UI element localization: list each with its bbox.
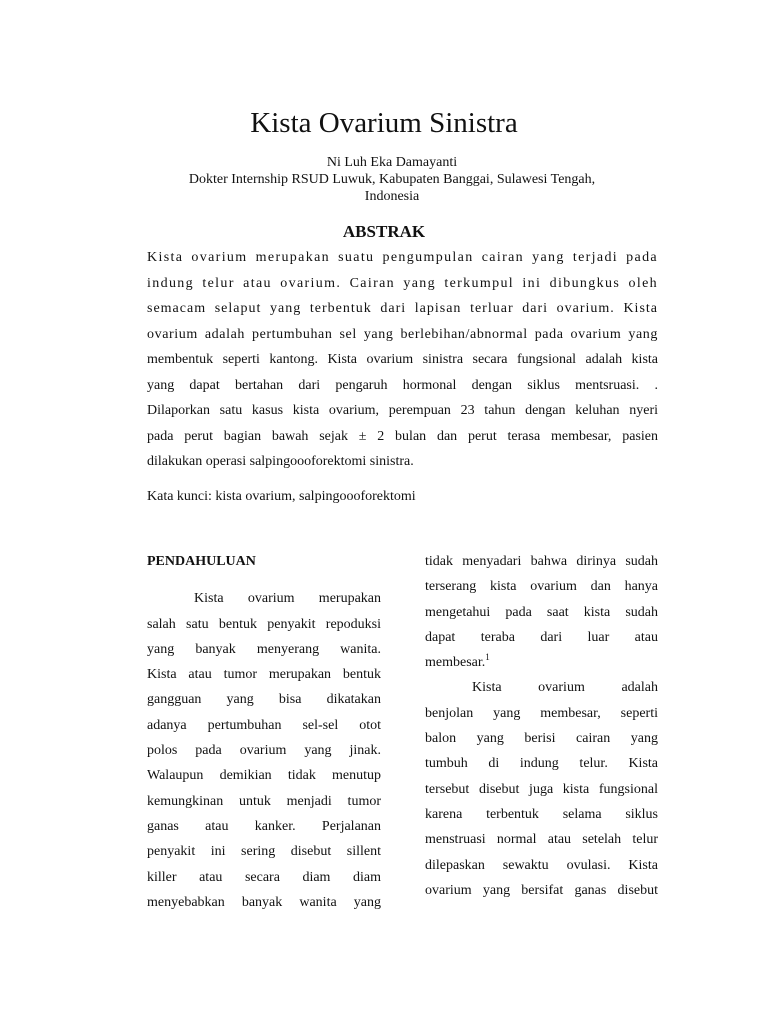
body-line: Kista ovarium adalah	[472, 680, 658, 696]
body-line: karena terbentuk selama siklus	[425, 806, 658, 822]
author-block	[160, 154, 624, 205]
abstract-line: membentuk seperti kantong. Kista ovarium sinistra secara fungsional adalah kista	[147, 352, 658, 367]
body-line: tidak menyadari bahwa dirinya sudah	[425, 554, 658, 569]
body-line: balon yang berisi cairan yang	[425, 731, 658, 747]
body-line: gangguan yang bisa dikatakan	[147, 692, 381, 708]
abstract-line: Kista ovarium merupakan suatu pengumpulan cairan yang terjadi pada	[147, 250, 658, 265]
author-name: Ni Luh Eka Damayanti	[326, 155, 458, 170]
body-line: ovarium yang bersifat ganas disebut	[425, 882, 658, 898]
body-line: polos pada ovarium yang jinak.	[147, 743, 381, 759]
keywords: Kata kunci: kista ovarium, salpingoooforektomi	[147, 489, 416, 504]
body-line-text: membesar.	[425, 655, 486, 671]
body-line: tumbuh di indung telur. Kista	[425, 756, 658, 772]
section-heading-introduction: PENDAHULUAN	[147, 554, 256, 569]
body-line: Walaupun demikian tidak menutup	[147, 768, 381, 784]
body-line: tersebut disebut juga kista fungsional	[425, 781, 658, 797]
author-affiliation-country: Indonesia	[364, 189, 420, 204]
body-line: salah satu bentuk penyakit repoduksi	[147, 616, 381, 632]
body-line: ganas atau kanker. Perjalanan	[147, 818, 381, 834]
body-line: menstruasi normal atau setelah telur	[425, 832, 658, 848]
abstract-line: yang dapat bertahan dari pengaruh hormonal dengan siklus mentsruasi. .	[147, 377, 658, 393]
abstract-line: pada perut bagian bawah sejak ± 2 bulan dan perut terasa membesar, pasien	[147, 428, 658, 444]
body-line: terserang kista ovarium dan hanya	[425, 579, 658, 595]
abstract-body	[147, 245, 658, 475]
abstract-heading: ABSTRAK	[342, 222, 426, 241]
body-line: Kista ovarium merupakan	[194, 591, 381, 607]
abstract-line: Dilaporkan satu kasus kista ovarium, perempuan 23 tahun dengan keluhan nyeri	[147, 403, 658, 418]
intro-left-column	[147, 549, 381, 915]
abstract-line: dilakukan operasi salpingoooforektomi sinistra.	[147, 454, 414, 469]
body-line: benjolan yang membesar, seperti	[425, 705, 658, 721]
paper-title: Kista Ovarium Sinistra	[250, 107, 518, 139]
body-line: dilepaskan sewaktu ovulasi. Kista	[425, 857, 658, 873]
body-line: penyakit ini sering disebut sillent	[147, 844, 381, 860]
body-line: mengetahui pada saat kista sudah	[425, 604, 658, 620]
body-line: yang banyak menyerang wanita.	[147, 641, 381, 657]
abstract-line: ovarium adalah pertumbuhan sel yang berlebihan/abnormal pada ovarium yang	[147, 326, 658, 342]
author-affiliation: Dokter Internship RSUD Luwuk, Kabupaten Banggai, Sulawesi Tengah,	[188, 172, 596, 187]
body-line: killer atau secara diam diam	[147, 869, 381, 885]
body-line: kemungkinan untuk menjadi tumor	[147, 793, 381, 809]
body-line: Kista atau tumor merupakan bentuk	[147, 667, 381, 683]
body-line: menyebabkan banyak wanita yang	[147, 894, 381, 910]
citation-superscript[interactable]: 1	[485, 652, 490, 663]
body-line: dapat teraba dari luar atau	[425, 629, 658, 645]
body-line: adanya pertumbuhan sel-sel otot	[147, 717, 381, 733]
abstract-line: semacam selaput yang terbentuk dari lapisan terluar dari ovarium. Kista	[147, 301, 658, 316]
body-line-with-citation	[425, 650, 658, 675]
intro-right-column	[425, 549, 658, 903]
abstract-line: indung telur atau ovarium. Cairan yang terkumpul ini dibungkus oleh	[147, 275, 658, 291]
